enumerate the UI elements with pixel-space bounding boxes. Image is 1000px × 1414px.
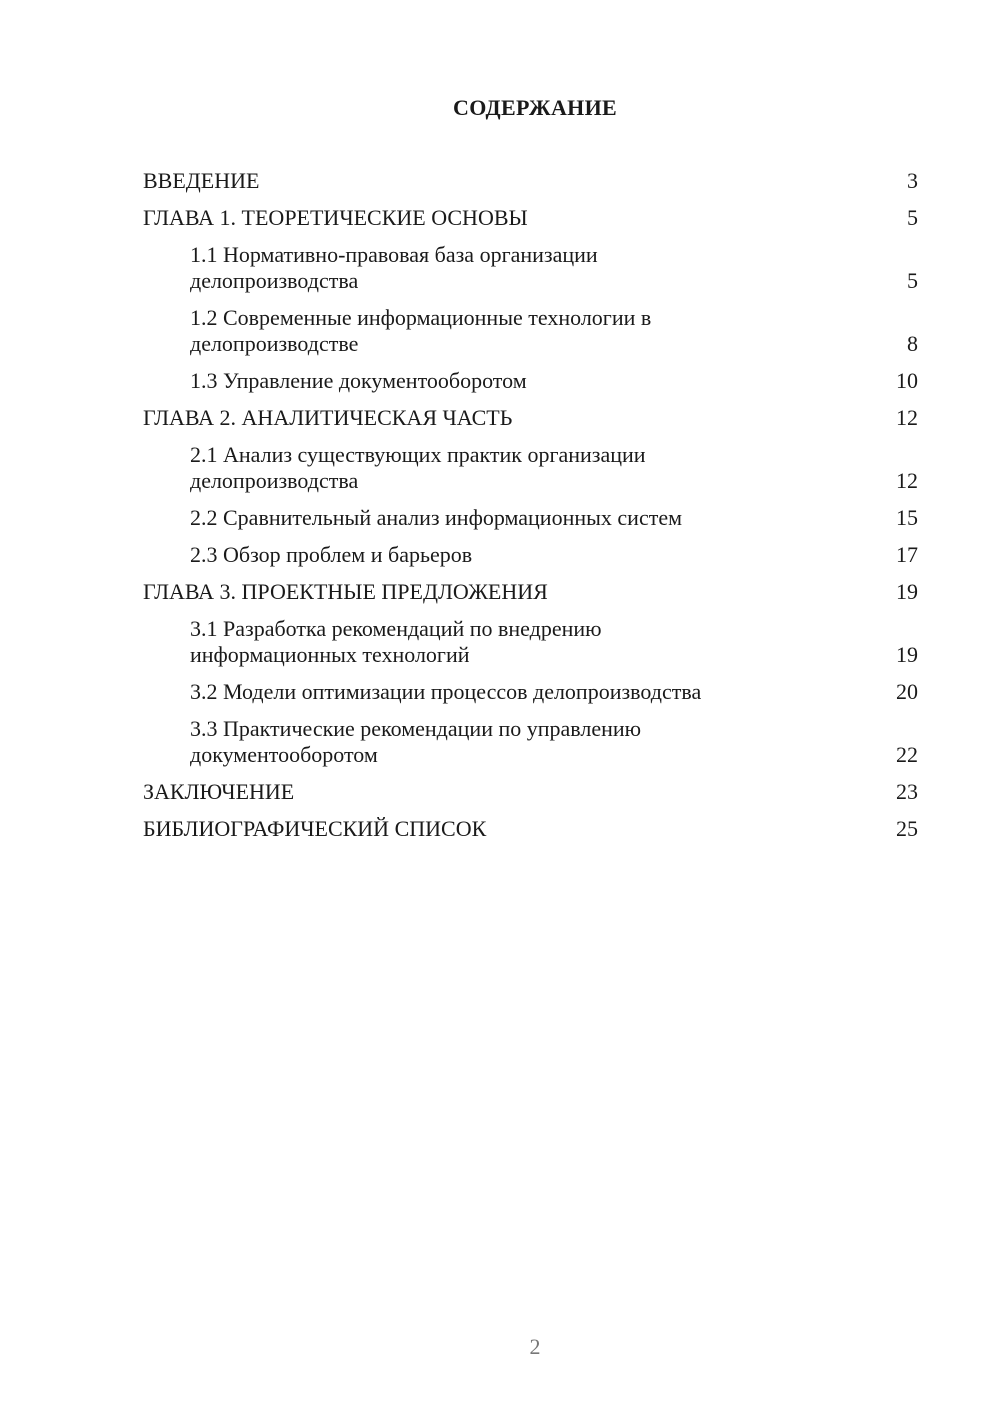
toc-entry-bibliography: [143, 816, 918, 842]
toc-entry-label: 3.2 Модели оптимизации процессов делопроизводства: [190, 679, 702, 704]
toc-entry-label: 1.1 Нормативно-правовая база организации делопроизводства: [190, 242, 598, 293]
toc-entry-page-number: 25: [896, 816, 918, 841]
page-number: 2: [529, 1334, 541, 1359]
toc-entry-page-number: 12: [896, 405, 918, 430]
toc-entry-chapter-1: [143, 205, 918, 231]
toc-entry-page-number: 8: [907, 331, 918, 356]
toc-entry-section-3-1: [143, 616, 918, 668]
toc-entry-page-number: 17: [896, 542, 918, 567]
toc-entry-page-number: 15: [896, 505, 918, 530]
toc-entry-page-number: 20: [896, 679, 918, 704]
toc-entry-page-number: 10: [896, 368, 918, 393]
toc-entry-label: 2.2 Сравнительный анализ информационных систем: [190, 505, 683, 530]
toc-entry-label: ВВЕДЕНИЕ: [143, 168, 260, 193]
page-title: СОДЕРЖАНИЕ: [453, 95, 617, 120]
toc-entry-label: 2.3 Обзор проблем и барьеров: [190, 542, 473, 567]
toc-entry-page-number: 5: [907, 205, 918, 230]
toc-entry-label: ГЛАВА 3. ПРОЕКТНЫЕ ПРЕДЛОЖЕНИЯ: [143, 579, 548, 604]
toc-entry-page-number: 19: [896, 642, 918, 667]
toc-entry-page-number: 3: [907, 168, 918, 193]
toc-entry-label: 3.3 Практические рекомендации по управлению документооборотом: [190, 716, 642, 767]
toc-entry-introduction: [143, 168, 918, 194]
toc-entry-label: 1.3 Управление документооборотом: [190, 368, 527, 393]
toc-entry-label: 1.2 Современные информационные технологии в делопроизводстве: [190, 305, 652, 356]
toc-entry-label: 3.1 Разработка рекомендаций по внедрению информационных технологий: [190, 616, 602, 667]
toc-entry-conclusion: [143, 779, 918, 805]
toc-entry-label: 2.1 Анализ существующих практик организации делопроизводства: [190, 442, 646, 493]
table-of-contents: [143, 168, 918, 842]
toc-entry-chapter-3: [143, 579, 918, 605]
toc-entry-chapter-2: [143, 405, 918, 431]
toc-entry-label: ГЛАВА 2. АНАЛИТИЧЕСКАЯ ЧАСТЬ: [143, 405, 513, 430]
toc-entry-label: БИБЛИОГРАФИЧЕСКИЙ СПИСОК: [143, 816, 487, 841]
toc-entry-label: ГЛАВА 1. ТЕОРЕТИЧЕСКИЕ ОСНОВЫ: [143, 205, 528, 230]
toc-entry-section-1-1: [143, 242, 918, 294]
toc-entry-page-number: 22: [896, 742, 918, 767]
toc-entry-section-2-2: [143, 505, 918, 531]
toc-entry-section-1-3: [143, 368, 918, 394]
toc-entry-section-1-2: [143, 305, 918, 357]
toc-entry-section-3-2: [143, 679, 918, 705]
toc-entry-section-2-1: [143, 442, 918, 494]
toc-entry-section-3-3: [143, 716, 918, 768]
toc-entry-page-number: 23: [896, 779, 918, 804]
toc-entry-page-number: 12: [896, 468, 918, 493]
toc-entry-page-number: 19: [896, 579, 918, 604]
toc-entry-section-2-3: [143, 542, 918, 568]
toc-entry-label: ЗАКЛЮЧЕНИЕ: [143, 779, 295, 804]
toc-entry-page-number: 5: [907, 268, 918, 293]
